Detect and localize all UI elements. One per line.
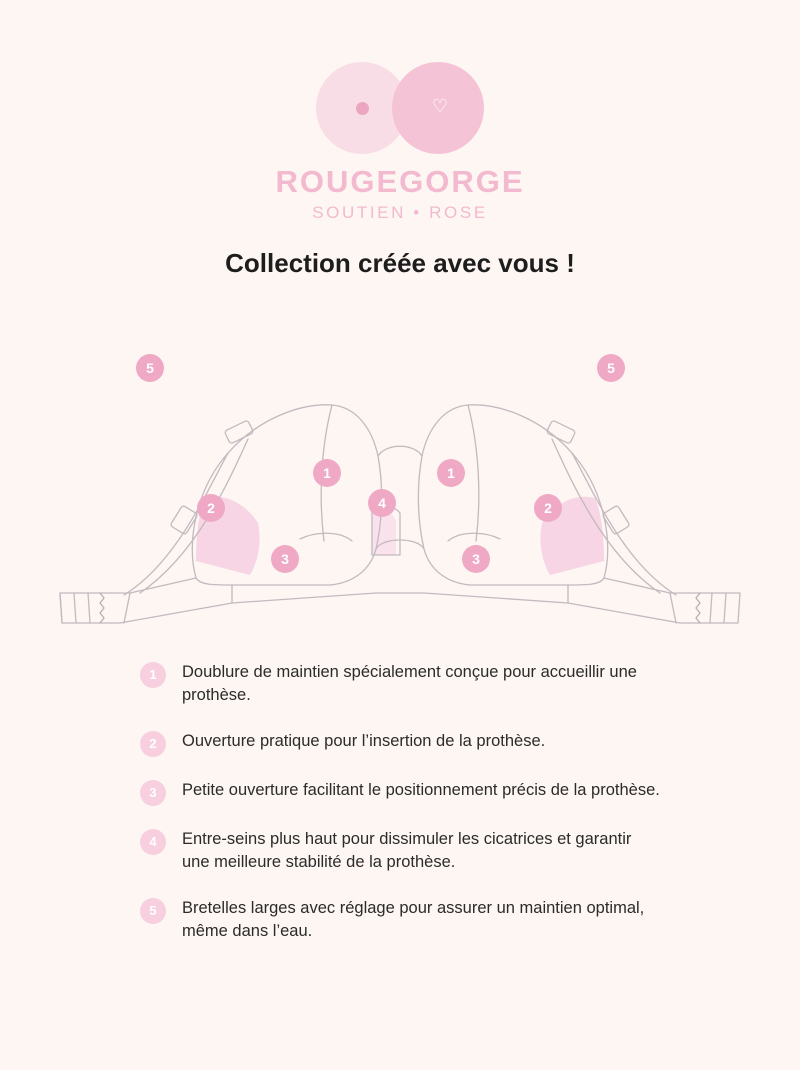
- zigzag-left-icon: [100, 593, 104, 623]
- brand-logo: [0, 0, 800, 221]
- hook-right-line-2: [710, 593, 712, 623]
- legend-badge-4: 4: [140, 829, 166, 855]
- list-item: [140, 897, 660, 944]
- cup-left-lower-seam: [300, 533, 352, 541]
- callout-4-center: 4: [368, 489, 396, 517]
- list-item: [140, 661, 660, 708]
- wing-seam-right: [670, 593, 676, 623]
- hook-right-line-1: [724, 593, 726, 623]
- list-item: [140, 779, 660, 806]
- band-outline: [60, 578, 740, 623]
- callout-1-right: 1: [437, 459, 465, 487]
- list-item: [140, 828, 660, 875]
- strap-loop-right-top: [546, 420, 576, 444]
- brand-name: ROUGEGORGE: [275, 164, 525, 199]
- page-title: Collection créée avec vous !: [225, 248, 575, 278]
- callout-3-right: 3: [462, 545, 490, 573]
- heart-icon: ♡: [431, 96, 449, 116]
- callout-3-left: 3: [271, 545, 299, 573]
- bra-illustration: [0, 293, 800, 653]
- cup-right-seam: [468, 405, 479, 541]
- legend-text-3: Petite ouverture facilitant le positionnement précis de la prothèse.: [182, 780, 660, 799]
- callout-5-left: 5: [136, 354, 164, 382]
- hook-left-edge: [60, 593, 62, 623]
- hook-left-line-2: [88, 593, 90, 623]
- brand-tagline: SOUTIEN • ROSE: [312, 203, 488, 222]
- hook-left-line-1: [74, 593, 76, 623]
- list-item: [140, 730, 660, 757]
- zigzag-right-icon: [696, 593, 700, 623]
- legend-badge-5: 5: [140, 898, 166, 924]
- legend-list: [140, 661, 660, 944]
- callout-1-left: 1: [313, 459, 341, 487]
- callout-5-right: 5: [597, 354, 625, 382]
- bra-diagram: [0, 293, 800, 653]
- legend-text-4: Entre-seins plus haut pour dissimuler les cicatrices et garantir une meilleure stabilité de la prothèse.: [182, 829, 632, 872]
- center-gore-top: [378, 446, 422, 456]
- wing-seam-left: [124, 593, 130, 623]
- legend-text-5: Bretelles larges avec réglage pour assurer un maintien optimal, même dans l’eau.: [182, 898, 645, 941]
- legend-text-2: Ouverture pratique pour l’insertion de la prothèse.: [182, 731, 546, 750]
- legend-badge-3: 3: [140, 780, 166, 806]
- cup-right-lower-seam: [448, 533, 500, 541]
- logo-dot-icon: [356, 102, 369, 115]
- legend-badge-2: 2: [140, 731, 166, 757]
- logo-mark: [316, 62, 484, 154]
- callout-2-left: 2: [197, 494, 225, 522]
- legend-text-1: Doublure de maintien spécialement conçue pour accueillir une prothèse.: [182, 663, 637, 705]
- legend-badge-1: 1: [140, 662, 166, 688]
- callout-2-right: 2: [534, 494, 562, 522]
- strap-loop-left-top: [224, 420, 254, 444]
